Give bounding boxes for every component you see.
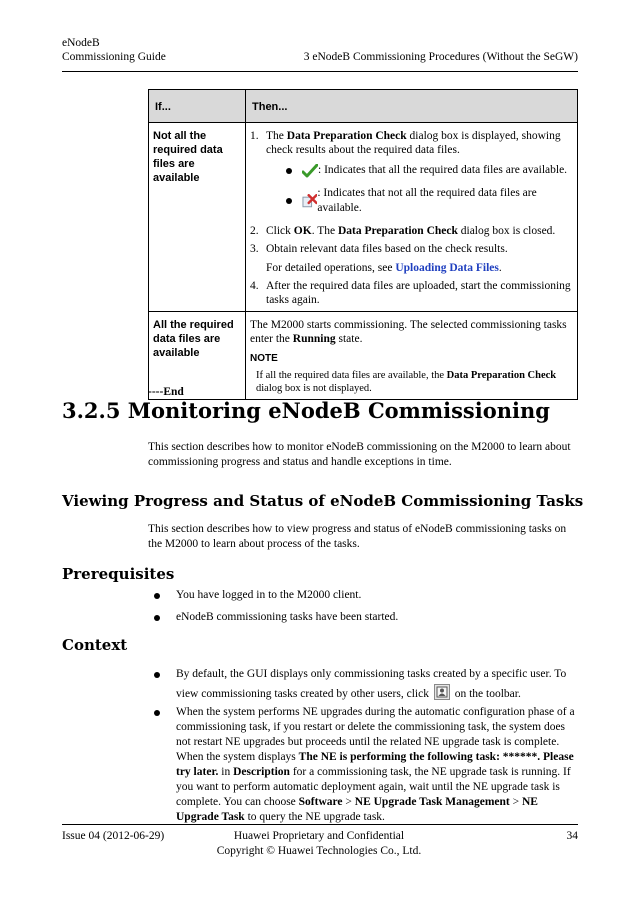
header-doc-title: Commissioning Guide — [62, 51, 166, 63]
list-item — [148, 588, 580, 603]
note-text: If all the required data files are available, the — [256, 370, 447, 381]
list-item — [148, 705, 580, 825]
list-item-text: eNodeB commissioning tasks have been started. — [176, 611, 399, 623]
menu-separator: > — [342, 796, 355, 808]
legend-ok-text: : Indicates that all the required data files are available. — [318, 164, 568, 176]
context-text: on the toolbar. — [451, 688, 521, 700]
header-product: eNodeB — [62, 37, 100, 49]
prerequisites-title: Prerequisites — [62, 565, 175, 583]
dialog-name: Data Preparation Check — [337, 225, 458, 237]
context-text: to query the NE upgrade task. — [244, 811, 385, 823]
if-then-table — [148, 89, 578, 400]
field-name: Description — [233, 766, 290, 778]
state-name: Running — [292, 333, 336, 345]
note-body — [250, 369, 573, 395]
step-2 — [250, 224, 573, 238]
context-text: in — [218, 766, 234, 778]
menu-path-item: NE Upgrade Task — [176, 796, 538, 823]
table-row — [149, 123, 578, 312]
menu-separator: > — [509, 796, 522, 808]
row2-condition: All the required data files are available — [149, 312, 246, 400]
legend-ok — [286, 163, 573, 178]
action-text: state. — [335, 333, 363, 345]
footer-issue: Issue 04 (2012-06-29) — [62, 830, 165, 842]
list-item — [148, 664, 580, 704]
column-header-then: Then... — [246, 90, 578, 123]
step-text: dialog box is closed. — [457, 225, 556, 237]
step-1 — [250, 129, 573, 216]
step-4 — [250, 279, 573, 307]
step-text: Click — [266, 225, 294, 237]
steps-list — [250, 129, 573, 307]
column-header-if: If... — [149, 90, 246, 123]
list-item-text — [148, 705, 580, 825]
ok-button-ref: OK — [293, 225, 312, 237]
cross-icon — [302, 194, 317, 208]
subsection-intro: This section describes how to view progress and status of eNodeB commissioning tasks on the M2000 to learn about process of the tasks. — [148, 523, 567, 550]
show-all-users-icon[interactable] — [434, 684, 450, 700]
detail-text: For detailed operations, see — [266, 262, 396, 274]
step-text: Obtain relevant data files based on the check results. — [266, 243, 508, 255]
step-text: The — [266, 130, 287, 142]
section-title: 3.2.5 Monitoring eNodeB Commissioning — [62, 398, 550, 423]
table-header-row — [149, 90, 578, 123]
bullet — [286, 168, 292, 174]
menu-path-item: Software — [298, 796, 343, 808]
page-header — [62, 36, 578, 64]
detail-text: . — [498, 262, 502, 274]
header-chapter: 3 eNodeB Commissioning Procedures (Without the SeGW) — [303, 51, 578, 63]
context-text: By default, the GUI displays only commissioning tasks created by a specific user. To view commissioning tasks created by other users, click — [176, 668, 567, 700]
step-number: 2. — [250, 225, 259, 237]
footer-rule — [62, 824, 578, 825]
step-detail — [266, 261, 573, 275]
footer-copyright: Copyright © Huawei Technologies Co., Ltd. — [216, 845, 422, 857]
bullet — [154, 710, 160, 716]
row2-actions — [246, 312, 578, 400]
list-item — [148, 610, 580, 625]
step-number: 3. — [250, 243, 259, 255]
check-icon — [302, 164, 318, 178]
step-text: . The — [311, 225, 338, 237]
list-item-text: You have logged in to the M2000 client. — [176, 589, 362, 601]
legend-error-text: : Indicates that not all the required data files are available. — [317, 187, 537, 214]
table-row — [149, 312, 578, 400]
context-text: for a commissioning task, the NE upgrade task is running. If you want to perform automatic deployment again, wait until the NE upgrade task is complete. You can choose — [176, 766, 571, 808]
step-number: 4. — [250, 280, 259, 292]
step-number: 1. — [250, 130, 259, 142]
bullet — [154, 593, 160, 599]
section-intro: This section describes how to monitor eNodeB commissioning on the M2000 to learn about commissioning progress and status and handle exceptions in time. — [148, 441, 571, 468]
uploading-data-files-link[interactable]: Uploading Data Files — [395, 262, 499, 274]
status-message: The NE is performing the following task: ******. Please try later. — [176, 751, 574, 778]
step-text: dialog box is displayed, showing check results about the required data files. — [266, 130, 561, 156]
context-title: Context — [62, 636, 128, 654]
legend-error — [286, 186, 573, 216]
page-number: 34 — [566, 830, 578, 842]
action-text: The M2000 starts commissioning. The selected commissioning tasks enter the — [250, 319, 567, 345]
context-text: When the system performs NE upgrades during the automatic configuration phase of a commissioning task, if you restart or delete the commissioning task, the system does not restart NE upgrades but proceeds until the related NE upgrade task is complete. When the system displays — [176, 706, 575, 763]
note-text: dialog box is not displayed. — [256, 383, 372, 394]
bullet — [154, 672, 160, 678]
header-rule — [62, 71, 578, 72]
list-item-text — [148, 664, 580, 704]
step-3 — [250, 242, 573, 275]
row1-actions — [246, 123, 578, 312]
step-text: After the required data files are uploaded, start the commissioning tasks again. — [266, 280, 571, 306]
footer-center — [0, 829, 638, 859]
dialog-name: Data Preparation Check — [286, 130, 407, 142]
dialog-name: Data Preparation Check — [446, 370, 557, 381]
bullet — [286, 198, 292, 204]
footer-proprietary: Huawei Proprietary and Confidential — [233, 830, 405, 842]
note-label: NOTE — [250, 353, 278, 364]
subsection-title: Viewing Progress and Status of eNodeB Commissioning Tasks — [62, 492, 584, 510]
status-legend — [266, 163, 573, 216]
bullet — [154, 615, 160, 621]
menu-path-item: NE Upgrade Task Management — [354, 796, 510, 808]
end-marker: ----End — [148, 386, 184, 398]
row1-condition: Not all the required data files are available — [149, 123, 246, 312]
